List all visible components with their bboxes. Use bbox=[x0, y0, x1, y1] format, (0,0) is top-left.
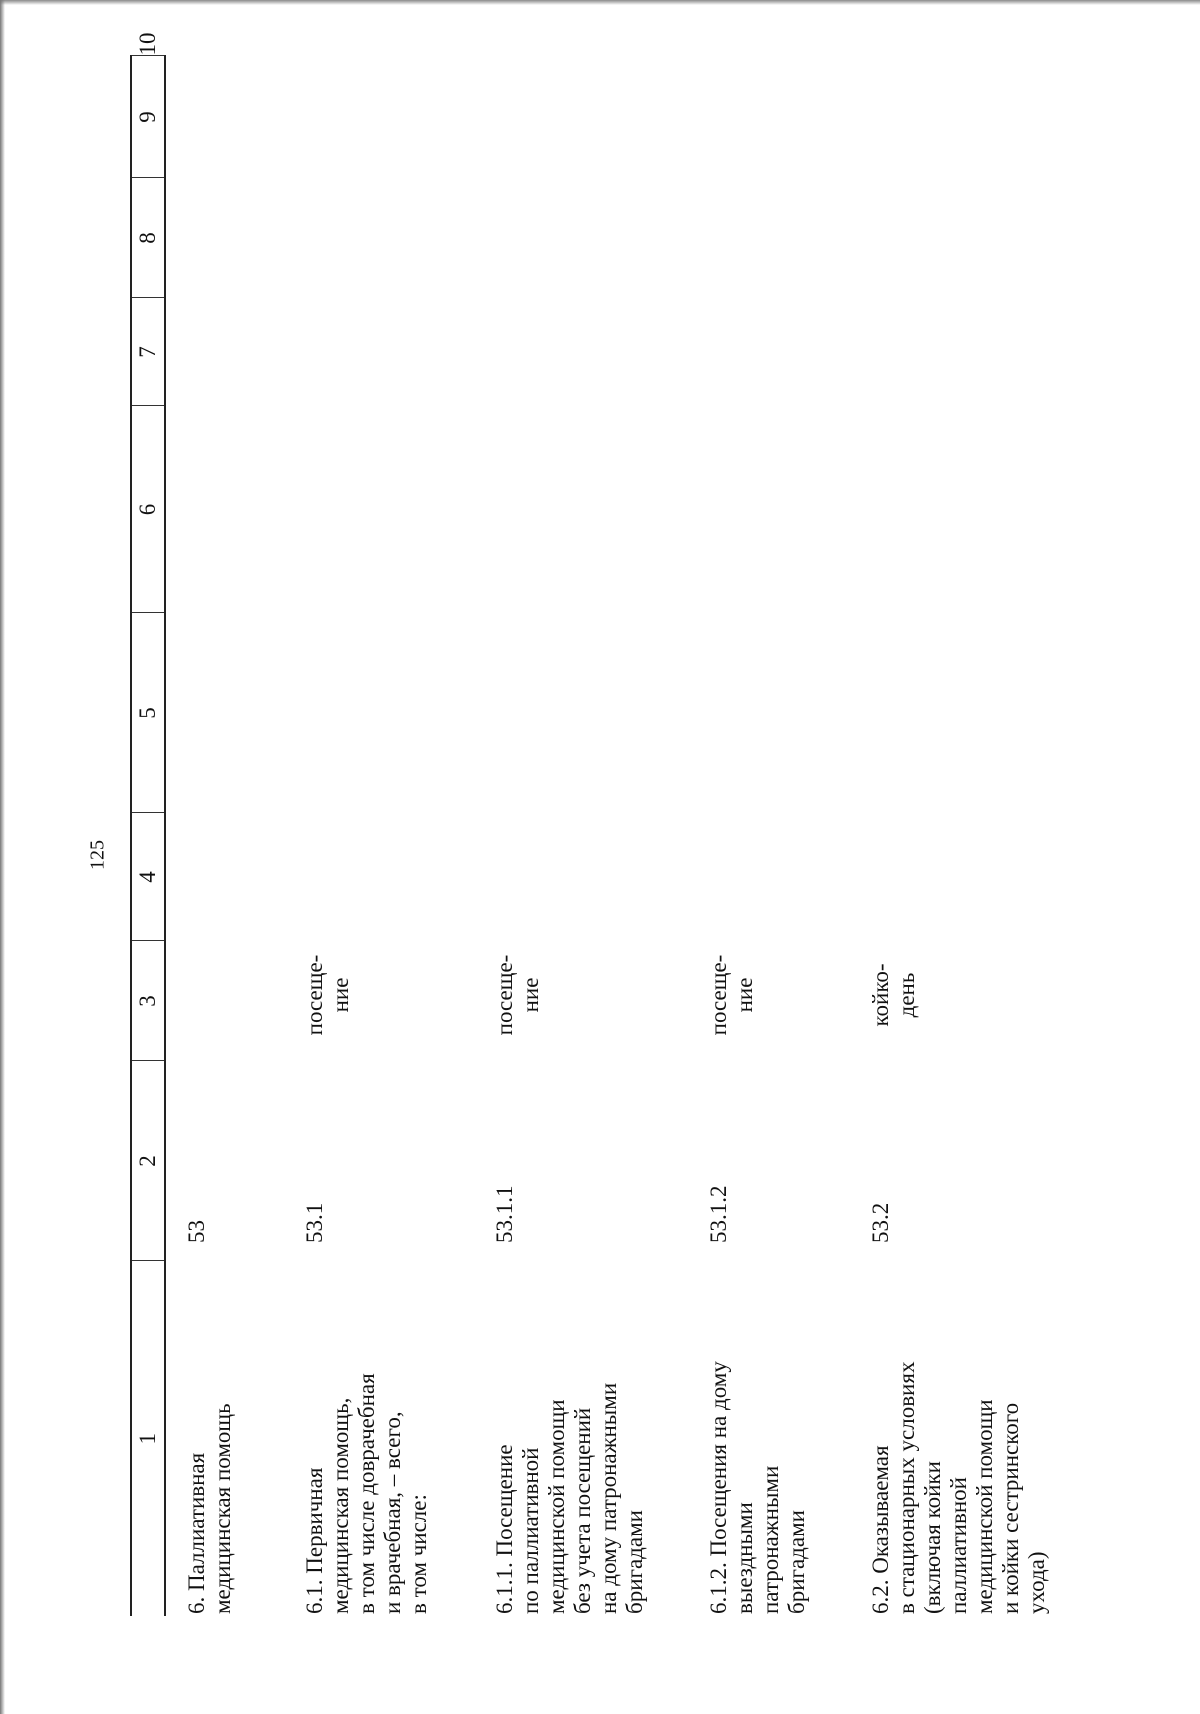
empty-cell bbox=[165, 178, 284, 298]
row-code-cell bbox=[688, 1061, 850, 1261]
column-number: 8 bbox=[131, 178, 165, 298]
row-code-cell bbox=[284, 1061, 474, 1261]
empty-cell bbox=[474, 613, 688, 813]
empty-cell bbox=[284, 613, 474, 813]
row-name: 6.1. Первичная медицинская помощь, в том числе доврачебная и врачебная, – всего, в том числе: bbox=[302, 1373, 431, 1614]
empty-cell bbox=[850, 178, 1058, 298]
column-number: 5 bbox=[131, 613, 165, 813]
row-unit-cell bbox=[474, 941, 688, 1061]
row-unit-cell bbox=[850, 941, 1058, 1061]
table-row bbox=[165, 56, 284, 1616]
empty-cell bbox=[284, 406, 474, 613]
empty-cell bbox=[284, 178, 474, 298]
row-name-cell bbox=[850, 1261, 1058, 1616]
empty-cell bbox=[284, 298, 474, 406]
empty-cell bbox=[165, 298, 284, 406]
empty-cell bbox=[688, 813, 850, 941]
empty-cell bbox=[284, 56, 474, 178]
empty-cell bbox=[165, 613, 284, 813]
empty-cell bbox=[850, 813, 1058, 941]
scan-edge-top bbox=[0, 0, 1200, 5]
empty-cell bbox=[474, 56, 688, 178]
row-code: 53.2 bbox=[868, 1202, 893, 1243]
column-number: 1 bbox=[131, 1261, 165, 1616]
empty-cell bbox=[688, 56, 850, 178]
empty-cell bbox=[688, 406, 850, 613]
scan-edge-left bbox=[0, 0, 5, 1714]
column-number: 9 bbox=[131, 56, 165, 178]
data-table bbox=[130, 32, 1058, 1616]
empty-cell bbox=[474, 406, 688, 613]
empty-cell bbox=[850, 613, 1058, 813]
empty-cell bbox=[474, 298, 688, 406]
empty-cell bbox=[165, 813, 284, 941]
row-name: 6.2. Оказываемая в стационарных условиях (включая койки паллиативной медицинской помощи и койки сестринского ухода) bbox=[868, 1361, 1049, 1614]
row-name: 6. Паллиативная медицинская помощь bbox=[184, 1403, 235, 1614]
table-row bbox=[284, 56, 474, 1616]
empty-cell bbox=[165, 56, 284, 178]
row-code: 53.1.2 bbox=[706, 1185, 731, 1243]
empty-cell bbox=[688, 178, 850, 298]
rotated-table-container bbox=[130, 32, 1049, 1616]
row-unit-cell bbox=[688, 941, 850, 1061]
table-row bbox=[688, 56, 850, 1616]
row-unit-cell bbox=[165, 941, 284, 1061]
row-name: 6.1.2. Посещения на дому выездными патронажными бригадами bbox=[706, 1361, 809, 1614]
column-number: 4 bbox=[131, 813, 165, 941]
row-unit: посеще- ние bbox=[706, 954, 757, 1036]
empty-cell bbox=[474, 813, 688, 941]
column-number: 7 bbox=[131, 298, 165, 406]
row-code: 53.1.1 bbox=[492, 1185, 517, 1243]
empty-cell bbox=[284, 813, 474, 941]
row-name-cell bbox=[688, 1261, 850, 1616]
empty-cell bbox=[688, 613, 850, 813]
row-code: 53.1 bbox=[302, 1202, 327, 1243]
row-name-cell bbox=[284, 1261, 474, 1616]
empty-cell bbox=[688, 298, 850, 406]
row-unit: койко- день bbox=[868, 963, 919, 1027]
row-unit: посеще- ние bbox=[302, 954, 353, 1036]
row-code-cell bbox=[474, 1061, 688, 1261]
column-number-row: 1 2 3 4 5 6 7 8 9 10 bbox=[131, 56, 165, 1616]
row-unit: посеще- ние bbox=[492, 954, 543, 1036]
column-number: 3 bbox=[131, 941, 165, 1061]
row-unit-cell bbox=[284, 941, 474, 1061]
empty-cell bbox=[850, 56, 1058, 178]
page-number-text: 125 bbox=[86, 840, 109, 870]
row-name: 6.1.1. Посещение по паллиативной медицинской помощи без учета посещений на дому патронажными бригадами bbox=[492, 1382, 647, 1614]
row-name-cell bbox=[165, 1261, 284, 1616]
table-row bbox=[474, 56, 688, 1616]
row-code: 53 bbox=[184, 1220, 209, 1243]
empty-cell bbox=[474, 178, 688, 298]
column-number: 6 bbox=[131, 406, 165, 613]
column-number: 2 bbox=[131, 1061, 165, 1261]
row-code-cell bbox=[850, 1061, 1058, 1261]
row-code-cell bbox=[165, 1061, 284, 1261]
table-row bbox=[850, 56, 1058, 1616]
empty-cell bbox=[165, 406, 284, 613]
row-name-cell bbox=[474, 1261, 688, 1616]
empty-cell bbox=[850, 298, 1058, 406]
empty-cell bbox=[850, 406, 1058, 613]
